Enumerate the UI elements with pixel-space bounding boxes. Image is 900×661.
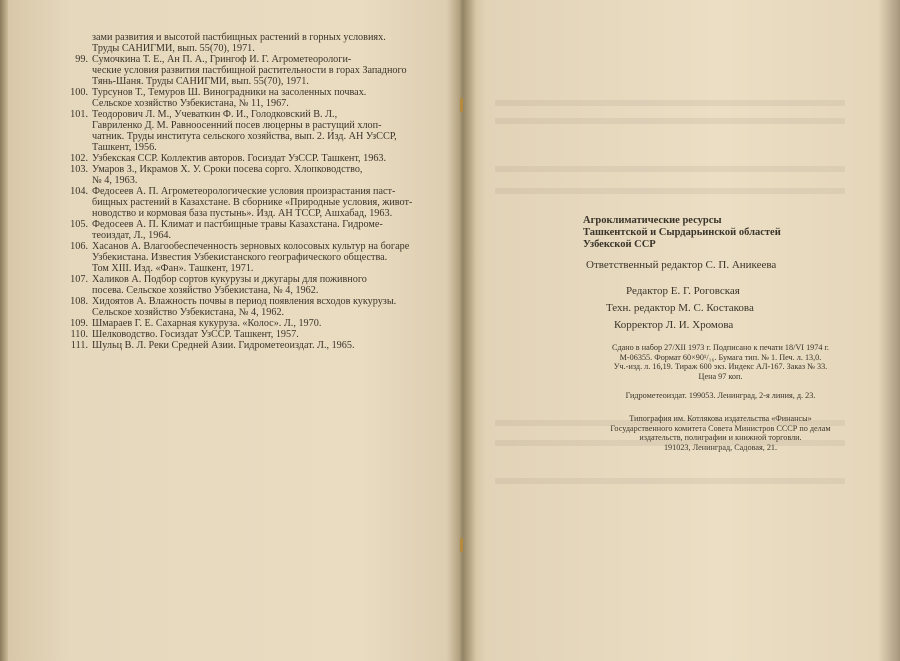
reference-line: Теодорович Л. М., Учеваткин Ф. И., Голодковский В. Л., — [92, 109, 338, 120]
printer-line: 191023, Ленинград, Садовая, 21. — [663, 442, 778, 452]
reference-line: Хасанов А. Влагообеспеченность зерновых колосовых культур на богаре — [92, 241, 410, 252]
reference-line: Шульц В. Л. Реки Средней Азии. Гидрометеоиздат. Л., 1965. — [92, 340, 355, 351]
reference-entry — [62, 32, 442, 54]
reference-entry — [62, 241, 442, 274]
title-line: Ташкентской и Сырдарьинской областей — [583, 227, 781, 238]
reference-entry — [62, 340, 442, 351]
staple-top — [460, 98, 463, 112]
reference-line: Гавриленко Д. М. Равноосенний посев люцерны в растущий хлоп- — [92, 120, 382, 131]
reference-line: бищных растений в Казахстане. В сборнике «Природные условия, живот- — [92, 197, 413, 208]
imprint-line: Уч.-изд. л. 16,19. Тираж 600 экз. Индекс АЛ-167. Заказ № 33. — [613, 362, 828, 372]
page-edge-right — [878, 0, 900, 661]
printer-line: Типография им. Котлякова издательства «Финансы» — [629, 414, 812, 423]
bibliography-list — [62, 32, 442, 351]
bleed-through-line — [495, 118, 845, 124]
printer-info — [578, 414, 863, 452]
staple-bottom — [460, 538, 463, 552]
reference-line: Том XIII. Изд. «Фан». Ташкент, 1971. — [92, 263, 254, 274]
reference-entry — [62, 329, 442, 340]
reference-entry — [62, 87, 442, 109]
reference-number: 110. — [70, 329, 88, 340]
reference-entry — [62, 219, 442, 241]
imprint-line: Цена 97 коп. — [698, 371, 743, 381]
reference-entry — [62, 109, 442, 153]
reference-entry — [62, 54, 442, 87]
imprint-line: Сдано в набор 27/XII 1973 г. Подписано к печати 18/VI 1974 г. — [612, 343, 829, 352]
reference-number: 102. — [70, 153, 88, 164]
bleed-through-line — [495, 478, 845, 484]
reference-entry — [62, 153, 442, 164]
reference-line: Сельское хозяйство Узбекистана, № 4, 1962. — [92, 307, 285, 318]
reference-line: посева. Сельское хозяйство Узбекистана, № 4, 1962. — [92, 285, 319, 296]
reference-number: 106. — [70, 241, 88, 252]
reference-line: Узбекистана. Известия Узбекистанского географического общества. — [92, 252, 388, 263]
bleed-through-line — [495, 166, 845, 172]
reference-line: Умаров З., Икрамов Х. У. Сроки посева сорго. Хлопководство, — [92, 164, 363, 175]
title-line: Агроклиматические ресурсы — [583, 215, 722, 226]
reference-entry — [62, 164, 442, 186]
book-title — [583, 215, 843, 251]
reference-entry — [62, 318, 442, 329]
reference-number: 99. — [75, 54, 88, 65]
proofreader: Корректор Л. И. Хромова — [614, 319, 734, 331]
printer-line: издательств, полиграфии и книжной торговли. — [639, 433, 802, 443]
reference-number: 107. — [70, 274, 88, 285]
reference-number: 104. — [70, 186, 88, 197]
reference-entry — [62, 296, 442, 318]
print-details — [578, 343, 863, 381]
reference-line: № 4, 1963. — [92, 175, 138, 186]
reference-line: Шелководство. Госиздат УзССР. Ташкент, 1957. — [92, 329, 299, 340]
bleed-through-line — [495, 188, 845, 194]
reference-entry — [62, 274, 442, 296]
reference-line: ческие условия развития пастбищной растительности в горах Западного — [92, 65, 407, 76]
bleed-through-line — [495, 100, 845, 106]
reference-line: Шмарaев Г. Е. Сахарная кукуруза. «Колос». Л., 1970. — [92, 318, 322, 329]
reference-entry — [62, 186, 442, 219]
reference-line: новодство и кормовая база пустынь». Изд. АН ТССР, Ашхабад, 1963. — [92, 208, 393, 219]
page-edge-left — [0, 0, 8, 661]
reference-line: Турсунов Т., Темуров Ш. Виноградники на засоленных почвах. — [92, 87, 367, 98]
responsible-editor: Ответственный редактор С. П. Аникеева — [586, 259, 777, 271]
reference-line: Ташкент, 1956. — [92, 142, 157, 153]
reference-line: зами развития и высотой пастбищных растений в горных условиях. — [92, 32, 386, 43]
title-line: Узбекской ССР — [583, 239, 656, 250]
reference-line: Труды САНИГМИ, вып. 55(70), 1971. — [92, 43, 255, 54]
reference-number: 111. — [70, 340, 88, 351]
reference-line: Тянь-Шаня. Труды САНИГМИ, вып. 55(70), 1971. — [92, 76, 309, 87]
reference-number: 100. — [70, 87, 88, 98]
reference-number: 109. — [70, 318, 88, 329]
reference-line: Сельское хозяйство Узбекистана, № 11, 1967. — [92, 98, 289, 109]
publisher-address: Гидрометеоиздат. 199053. Ленинград, 2-я линия, д. 23. — [625, 391, 816, 400]
reference-line: Халиков А. Подбор сортов кукурузы и джугары для поживного — [92, 274, 367, 285]
reference-number: 105. — [70, 219, 88, 230]
reference-line: чатник. Труды института сельского хозяйства, вып. 2. Изд. АН УзССР, — [92, 131, 397, 142]
tech-editor: Техн. редактор М. С. Костакова — [606, 302, 754, 314]
reference-line: теоиздат, Л., 1964. — [92, 230, 172, 241]
editor: Редактор Е. Г. Роговская — [626, 285, 740, 297]
reference-line: Хидоятов А. Влажность почвы в период появления всходов кукурузы. — [92, 296, 397, 307]
printer-line: Государственного комитета Совета Министров СССР по делам — [610, 423, 831, 433]
reference-line: Федосеев А. П. Агрометеорологические условия произрастания паст- — [92, 186, 396, 197]
reference-number: 103. — [70, 164, 88, 175]
imprint-line: М-06355. Формат 60×90¹/₁₆. Бумага тип. № 1. Печ. л. 13,0. — [619, 352, 822, 362]
reference-line: Сумочкина Т. Е., Ан П. А., Грингоф И. Г. Агрометеорологи- — [92, 54, 352, 65]
reference-line: Узбекская ССР. Коллектив авторов. Госиздат УзССР. Ташкент, 1963. — [92, 153, 387, 164]
reference-line: Федосеев А. П. Климат и пастбищные травы Казахстана. Гидроме- — [92, 219, 383, 230]
reference-number: 101. — [70, 109, 88, 120]
reference-number: 108. — [70, 296, 88, 307]
